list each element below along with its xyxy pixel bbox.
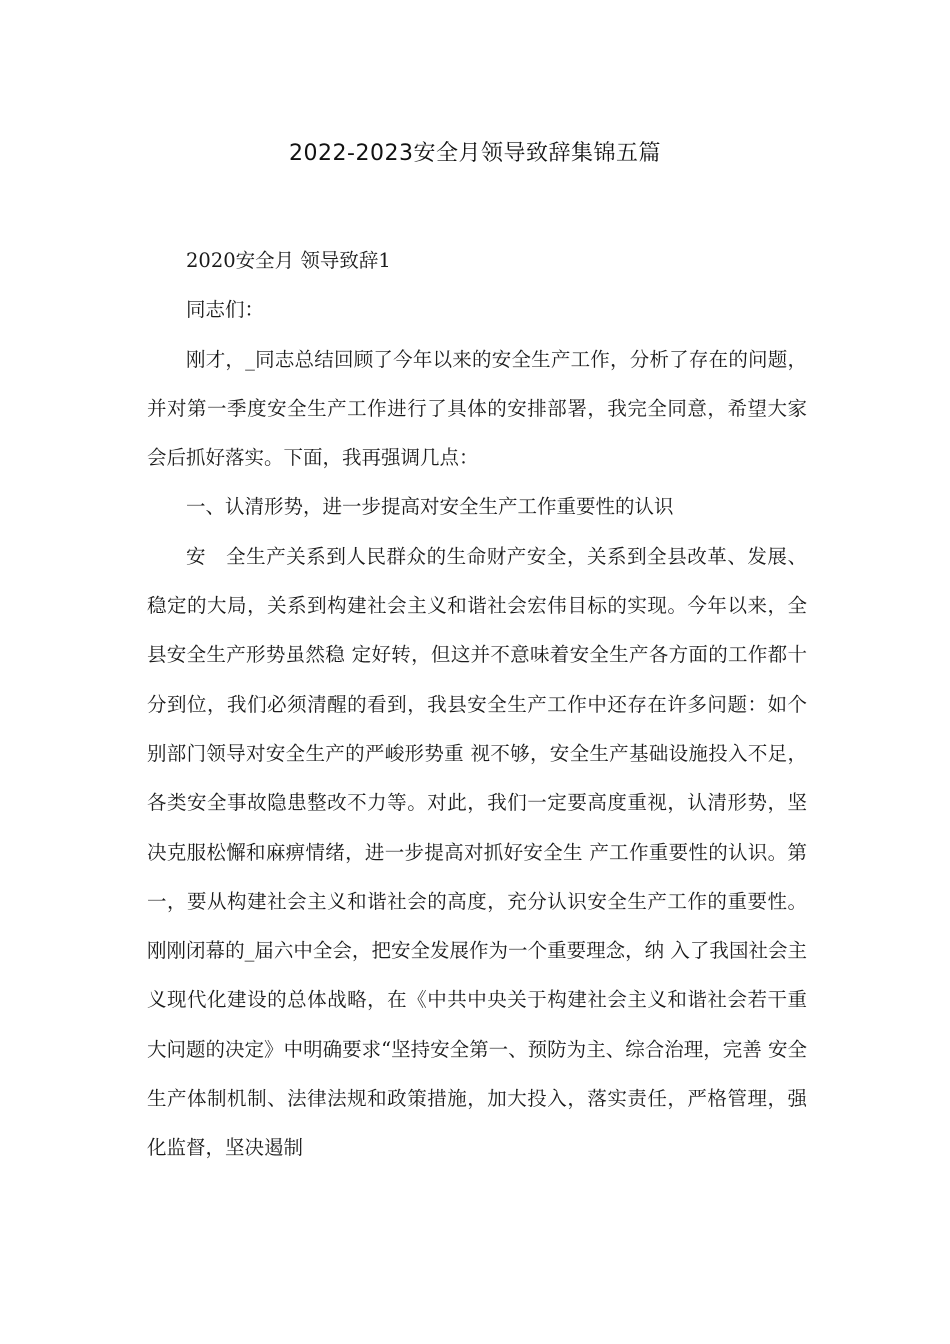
paragraph-1: 刚才，_同志总结回顾了今年以来的安全生产工作，分析了存在的问题，并对第一季度安全生产工作进行了具体的安排部署，我完全同意，希望大家会后抓好落实。下面，我再强调几点： [147, 347, 807, 470]
section-heading: 2020安全月 领导致辞1 [186, 249, 391, 272]
document-body [147, 236, 807, 1173]
document-title: 2022-2023安全月领导致辞集锦五篇 [289, 141, 661, 166]
subheading-1: 一、认清形势，进一步提高对安全生产工作重要性的认识 [186, 495, 674, 519]
salutation: 同志们： [186, 298, 265, 322]
paragraph-2: 安 全生产关系到人民群众的生命财产安全，关系到全县改革、发展、稳定的大局，关系到构建社会主义和谐社会宏伟目标的实现。今年以来，全县安全生产形势虽然稳 定好转，但这并不意味着安全生产各方面的工作都十分到位，我们必须清醒的看到，我县安全生产工作中还存在许多问题：如个别部门领导对安全生产的严峻形势重 视不够，安全生产基础设施投入不足，各类安全事故隐患整改不力等。对此，我们一定要高度重视，认清形势，坚决克服松懈和麻痹情绪，进一步提高对抓好安全生 产工作重要性的认识。第一，要从构建社会主义和谐社会的高度，充分认识安全生产工作的重要性。刚刚闭幕的_届六中全会，把安全发展作为一个重要理念，纳 入了我国社会主义现代化建设的总体战略，在《中共中央关于构建社会主义和谐社会若干重大问题的决定》中明确要求“坚持安全第一、预防为主、综合治理，完善 安全生产体制机制、法律法规和政策措施，加大投入，落实责任，严格管理，强化监督，坚决遏制 [147, 544, 807, 1160]
